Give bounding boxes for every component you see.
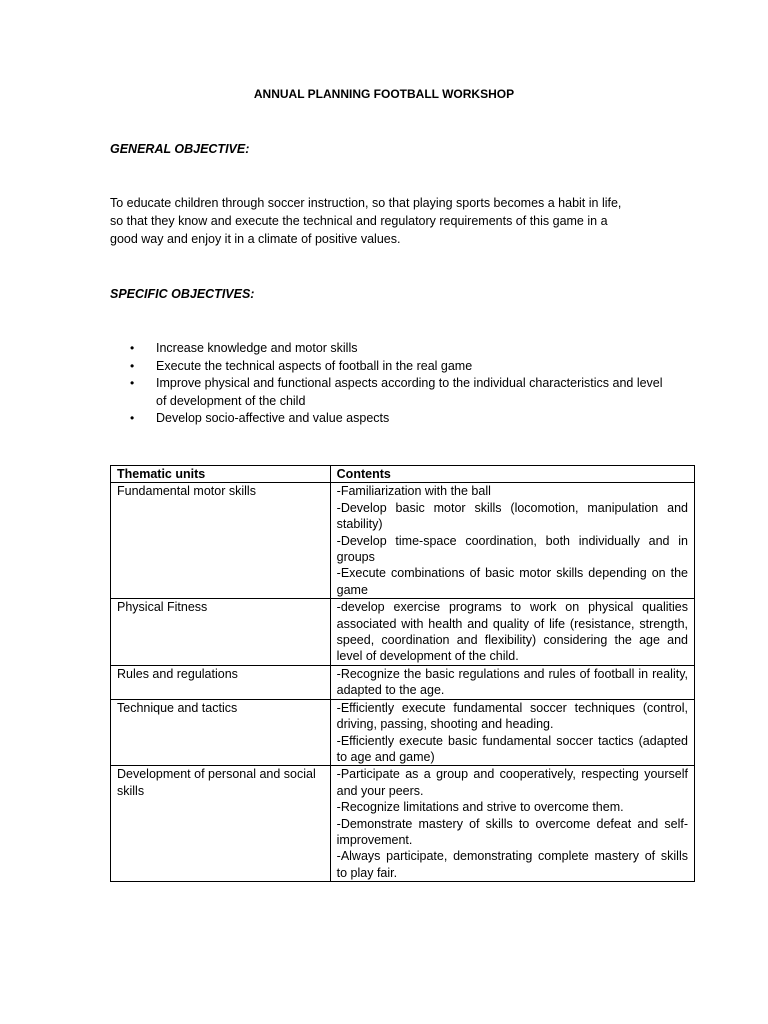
specific-objectives-list <box>110 340 670 428</box>
general-objective-line: To educate children through soccer instruction, so that playing sports becomes a habit in life, <box>110 196 622 210</box>
column-header-contents: Contents <box>330 466 694 483</box>
bullet-icon: • <box>130 376 135 390</box>
bullet-icon: • <box>130 411 135 425</box>
unit-cell: Rules and regulations <box>111 665 331 699</box>
table-row <box>111 483 695 599</box>
contents-cell <box>330 599 694 666</box>
content-line: -Participate as a group and cooperatively, respecting yourself and your peers. <box>336 767 688 798</box>
contents-cell <box>330 665 694 699</box>
unit-cell: Development of personal and social skills <box>111 766 331 882</box>
list-item <box>110 375 670 410</box>
specific-objectives-heading: SPECIFIC OBJECTIVES: <box>110 287 255 301</box>
table-row <box>111 766 695 882</box>
content-line: -Recognize limitations and strive to overcome them. <box>336 800 624 815</box>
list-item <box>110 410 670 428</box>
general-objective-line: good way and enjoy it in a climate of positive values. <box>110 232 401 246</box>
table-row <box>111 699 695 766</box>
content-line: -develop exercise programs to work on physical qualities associated with health and quality of life (resistance, strength, speed, coordination and flexibility) considering the age and level of development of the child. <box>336 600 688 664</box>
thematic-units-table <box>110 465 695 882</box>
bullet-icon: • <box>130 341 135 355</box>
table-header-row <box>111 466 695 483</box>
list-item-text: Improve physical and functional aspects according to the individual characteristics and level of development of the child <box>156 376 663 408</box>
list-item <box>110 340 670 358</box>
contents-cell <box>330 766 694 882</box>
content-line: -Familiarization with the ball <box>336 484 491 499</box>
table-row <box>111 599 695 666</box>
content-line: -Always participate, demonstrating complete mastery of skills to play fair. <box>336 849 688 880</box>
general-objective-line: so that they know and execute the technical and regulatory requirements of this game in a <box>110 214 608 228</box>
content-line: -Develop basic motor skills (locomotion, manipulation and stability) <box>336 500 688 532</box>
content-line: -Efficiently execute basic fundamental soccer tactics (adapted to age and game) <box>336 733 688 764</box>
contents-cell <box>330 483 694 599</box>
bullet-icon: • <box>130 358 135 373</box>
column-header-thematic-units: Thematic units <box>111 466 331 483</box>
list-item-text: Execute the technical aspects of football in the real game <box>156 358 473 373</box>
document-title: ANNUAL PLANNING FOOTBALL WORKSHOP <box>253 87 515 101</box>
table-row <box>111 665 695 699</box>
list-item-text: Increase knowledge and motor skills <box>156 341 358 355</box>
list-item <box>110 358 670 376</box>
general-objective-heading: GENERAL OBJECTIVE: <box>110 142 250 156</box>
content-line: -Execute combinations of basic motor skills depending on the game <box>336 566 688 597</box>
content-line: -Recognize the basic regulations and rules of football in reality, adapted to the age. <box>336 666 688 698</box>
list-item-text: Develop socio-affective and value aspects <box>156 411 390 425</box>
content-line: -Develop time-space coordination, both individually and in groups <box>336 533 688 565</box>
general-objective-text <box>110 194 655 248</box>
content-line: -Efficiently execute fundamental soccer techniques (control, driving, passing, shooting and heading. <box>336 700 688 732</box>
unit-cell: Fundamental motor skills <box>111 483 331 599</box>
unit-cell: Physical Fitness <box>111 599 331 666</box>
unit-cell: Technique and tactics <box>111 699 331 766</box>
content-line: -Demonstrate mastery of skills to overcome defeat and self-improvement. <box>336 816 688 847</box>
contents-cell <box>330 699 694 766</box>
